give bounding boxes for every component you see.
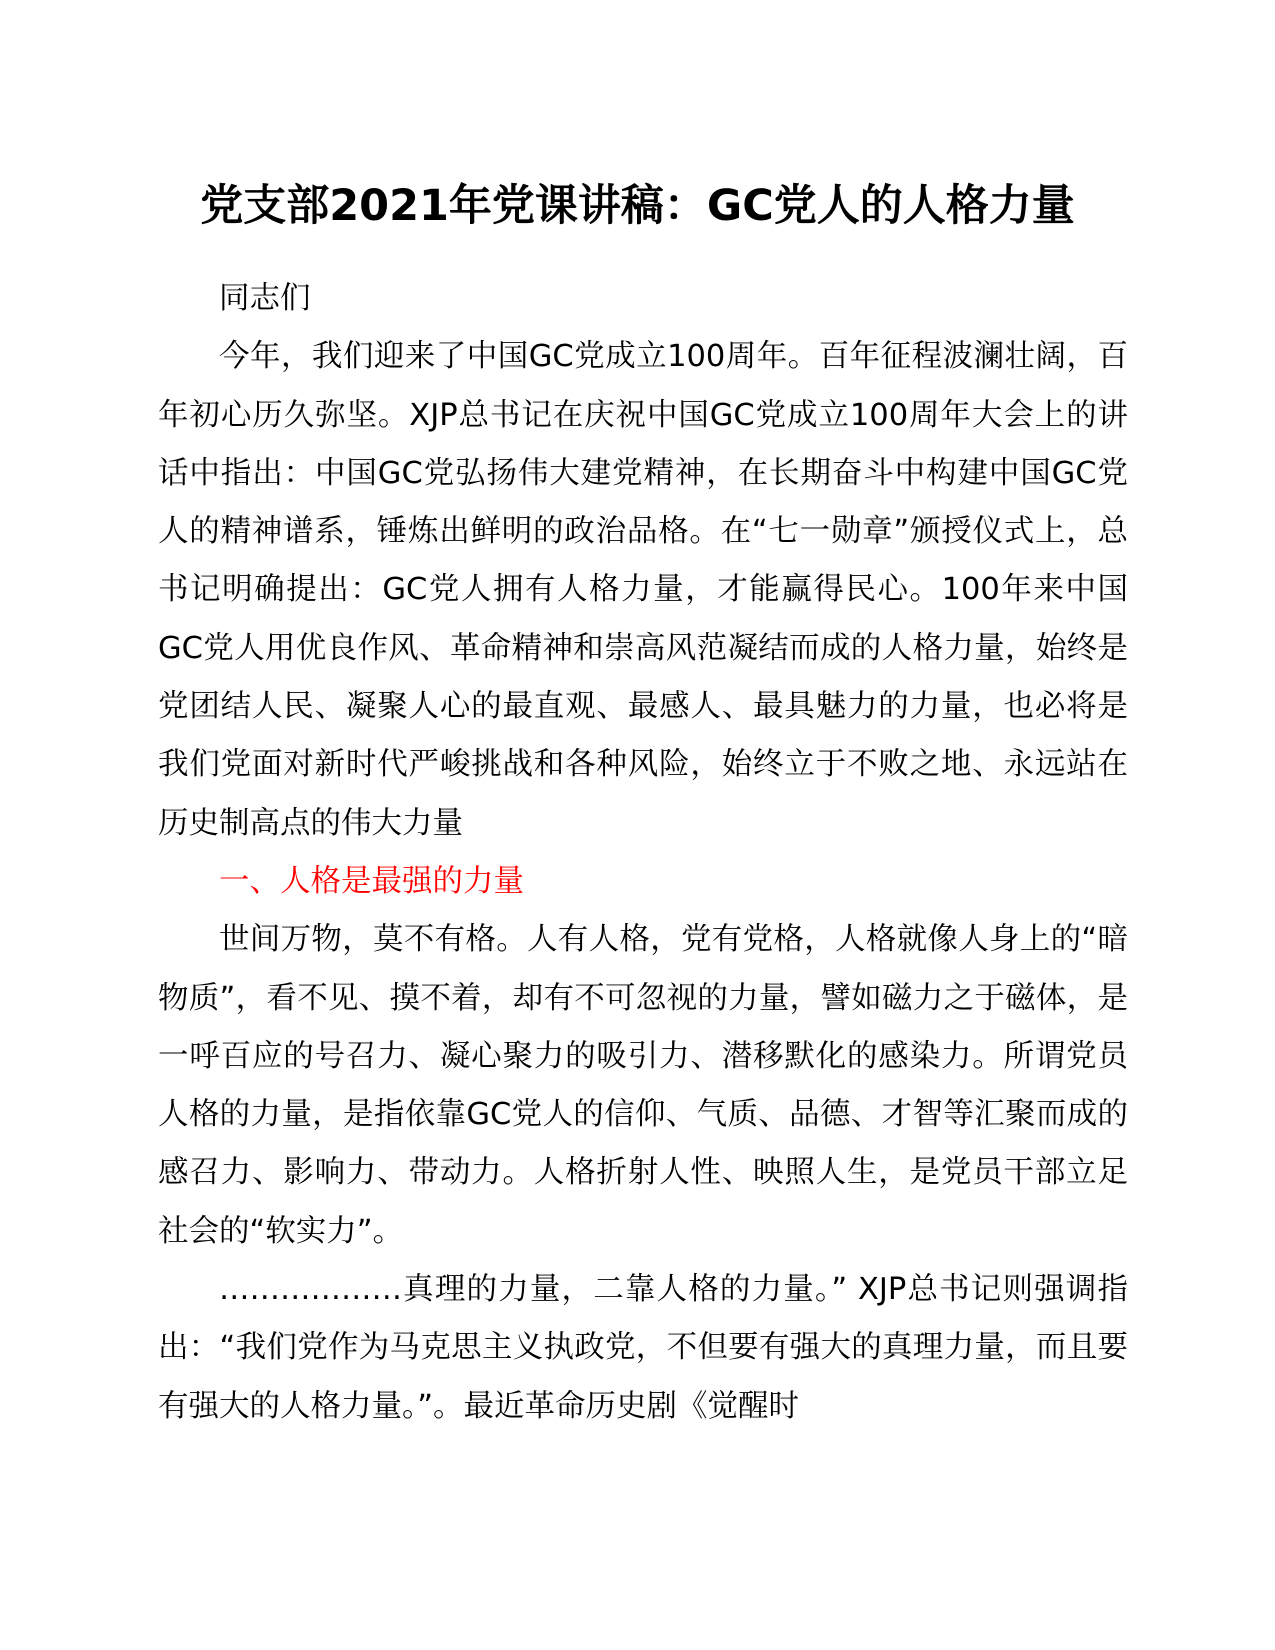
quote-paragraph: ………………真理的力量，二靠人格的力量。” XJP总书记则强调指出：“我们党作为马克思主义执政党，不但要有强大的真理力量，而且要有强大的人格力量。”。最近革命历史剧《觉醒时 [158, 1272, 1128, 1424]
section-heading: 一、人格是最强的力量 [219, 863, 524, 899]
document-title: 党支部2021年党课讲稿：GC党人的人格力量 [200, 181, 1075, 231]
intro-paragraph: 今年，我们迎来了中国GC党成立100周年。百年征程波澜壮阔，百年初心历久弥坚。XJP总书记在庆祝中国GC党成立100周年大会上的讲话中指出：中国GC党弘扬伟大建党精神，在长期奋斗中构建中国GC党人的精神谱系，锤炼出鲜明的政治品格。在“七一勋章”颁授仪式上，总书记明确提出：GC党人拥有人格力量，才能赢得民心。100年来中国GC党人用优良作风、革命精神和崇高风范凝结而成的人格力量，始终是党团结人民、凝聚人心的最直观、最感人、最具魅力的力量，也必将是我们党面对新时代严峻挑战和各种风险，始终立于不败之地、永远站在历史制高点的伟大力量 [158, 339, 1128, 841]
document-body [158, 270, 1128, 1436]
section-paragraph: 世间万物，莫不有格。人有人格，党有党格，人格就像人身上的“暗物质”，看不见、摸不着，却有不可忽视的力量，譬如磁力之于磁体，是一呼百应的号召力、凝心聚力的吸引力、潜移默化的感染力。所谓党员人格的力量，是指依靠GC党人的信仰、气质、品德、才智等汇聚而成的感召力、影响力、带动力。人格折射人性、映照人生，是党员干部立足社会的“软实力”。 [158, 922, 1128, 1249]
salutation-paragraph: 同志们 [219, 281, 311, 316]
